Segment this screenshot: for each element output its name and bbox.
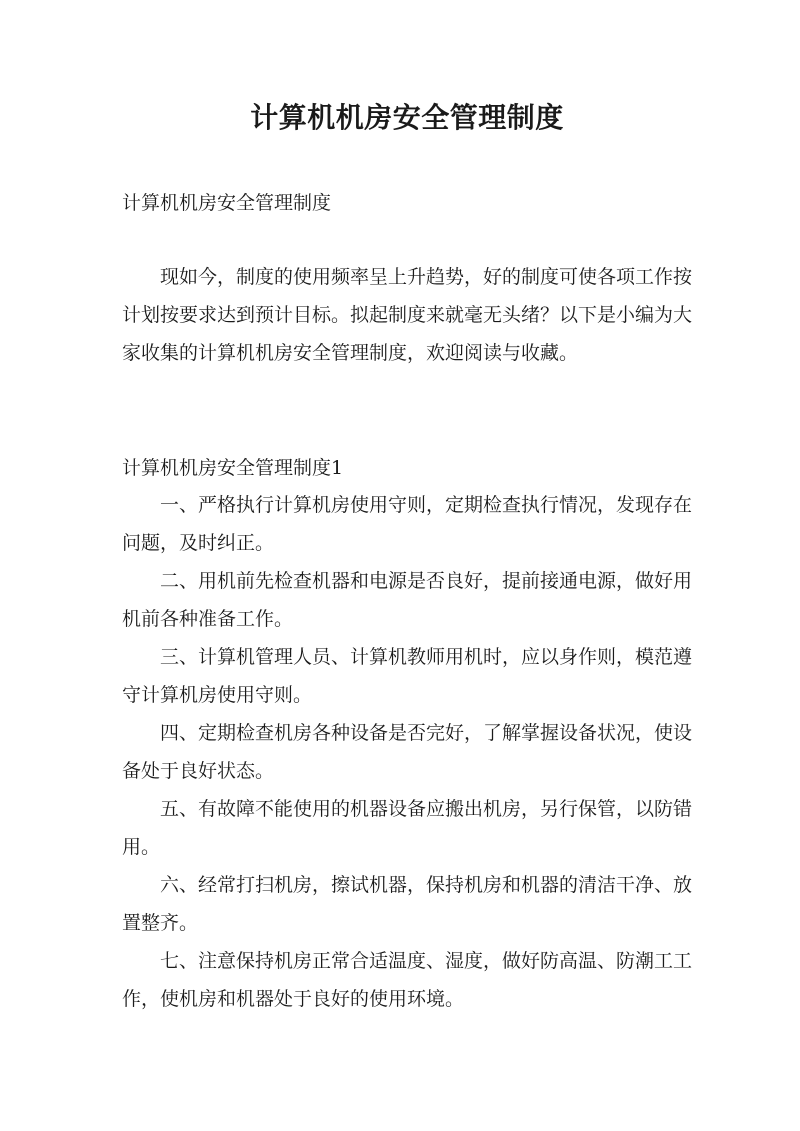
rule-item: 六、经常打扫机房，擦试机器，保持机房和机器的清洁干净、放置整齐。 (122, 874, 693, 934)
rule-item: 三、计算机管理人员、计算机教师用机时，应以身作则，模范遵守计算机房使用守则。 (122, 646, 693, 706)
rule-item: 一、严格执行计算机房使用守则，定期检查执行情况，发现存在问题，及时纠正。 (122, 494, 693, 554)
rule-item: 二、用机前先检查机器和电源是否良好，提前接通电源，做好用机前各种准备工作。 (122, 570, 693, 630)
rule-item: 七、注意保持机房正常合适温度、湿度，做好防高温、防潮工工作，使机房和机器处于良好的使用环境。 (122, 950, 693, 1010)
document-title: 计算机机房安全管理制度 (250, 101, 564, 134)
rule-item: 四、定期检查机房各种设备是否完好，了解掌握设备状况，使设备处于良好状态。 (122, 722, 693, 782)
document-subtitle: 计算机机房安全管理制度 (122, 192, 332, 214)
rule-item: 五、有故障不能使用的机器设备应搬出机房，另行保管，以防错用。 (122, 798, 693, 858)
intro-paragraph: 现如今，制度的使用频率呈上升趋势，好的制度可使各项工作按计划按要求达到预计目标。拟起制度来就毫无头绪？以下是小编为大家收集的计算机机房安全管理制度，欢迎阅读与收藏。 (122, 266, 693, 364)
section-heading: 计算机机房安全管理制度1 (122, 457, 344, 479)
rules-list (122, 486, 692, 1018)
